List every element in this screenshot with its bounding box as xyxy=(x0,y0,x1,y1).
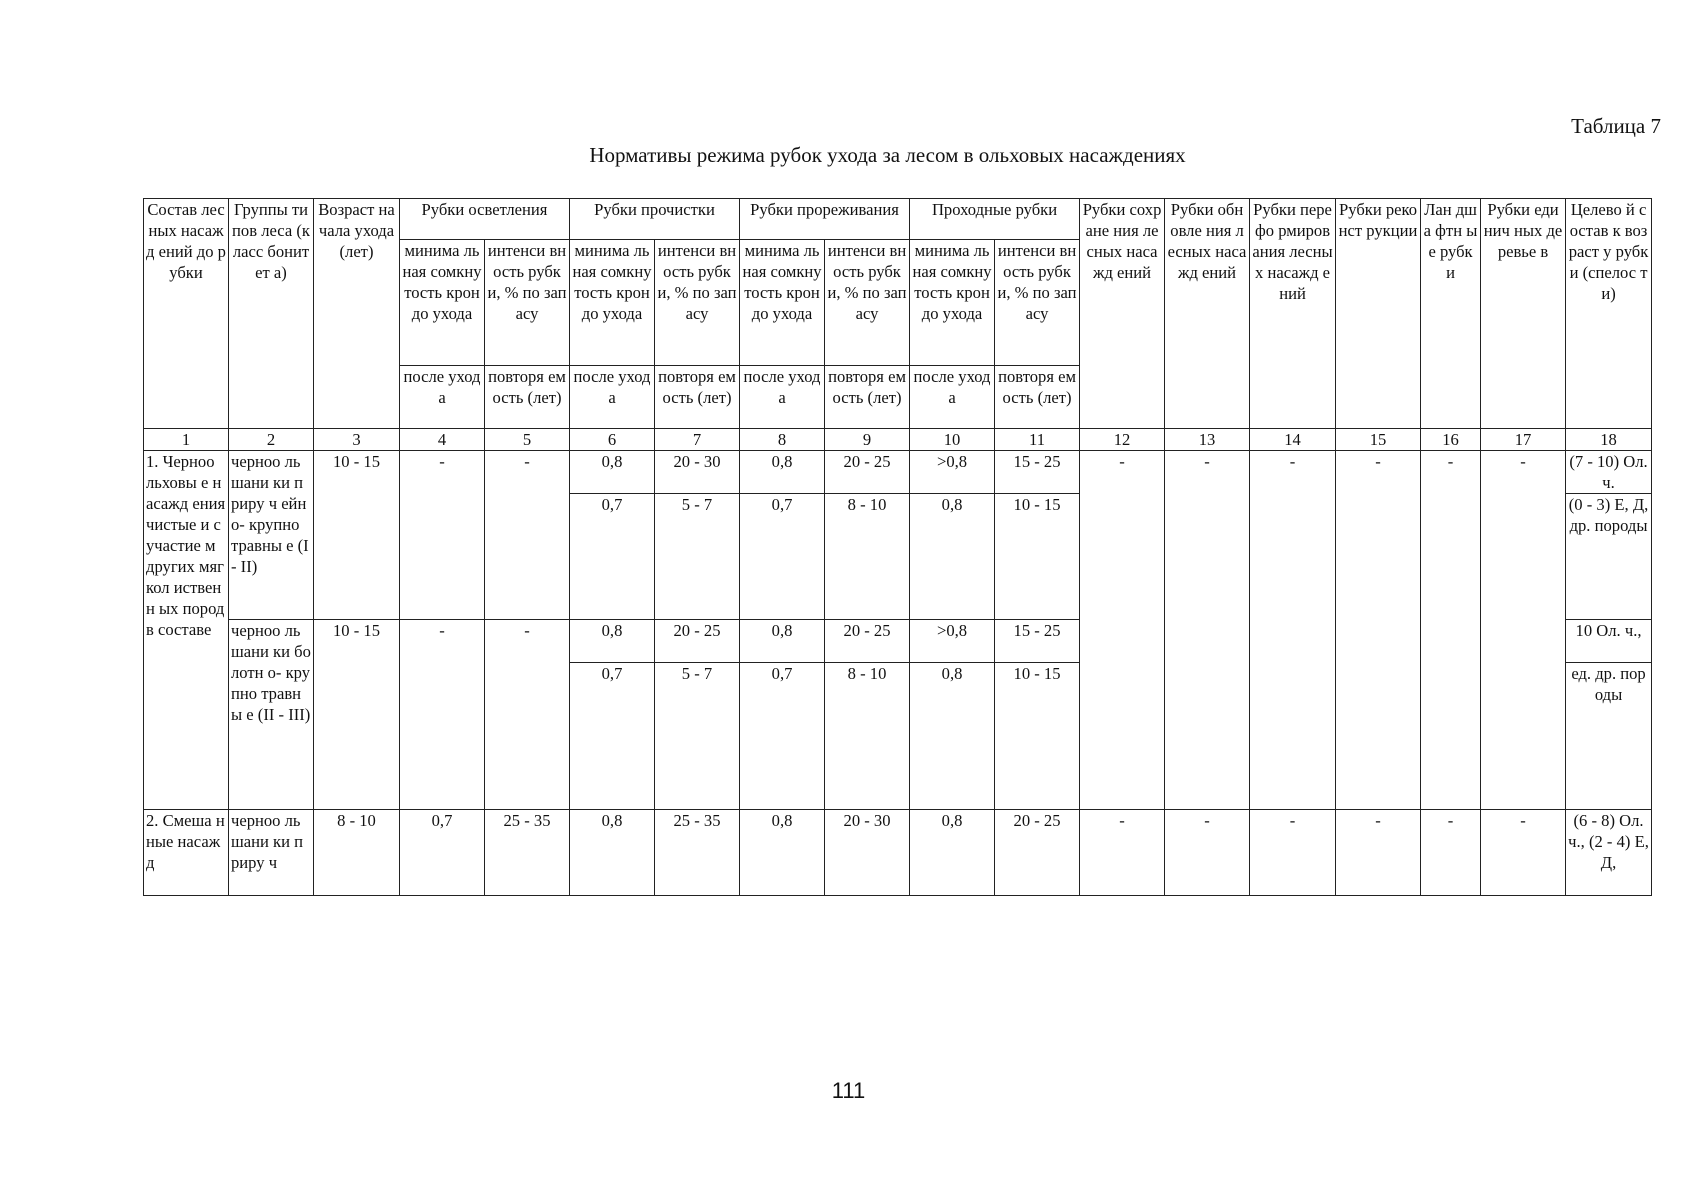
column-number: 15 xyxy=(1336,429,1421,451)
value-cell: 20 - 30 xyxy=(655,451,740,494)
value-cell: 20 - 25 xyxy=(655,620,740,663)
page-number: 111 xyxy=(831,1078,866,1103)
column-number-row xyxy=(144,429,1652,451)
header-min-density: минима льная сомкну тость крон до ухода xyxy=(400,240,485,366)
header-target-composition: Целево й состав к возраст у рубки (спелос ти) xyxy=(1566,199,1652,429)
value-cell: 0,7 xyxy=(740,494,825,620)
value-cell: - xyxy=(400,620,485,810)
header-after-care: после ухода xyxy=(740,366,825,429)
header-prorezhivanie: Рубки прореживания xyxy=(740,199,910,240)
value-cell: 20 - 25 xyxy=(825,451,910,494)
value-cell: 0,7 xyxy=(570,663,655,810)
forest-type-cell: черноо льшани ки приру ч xyxy=(229,810,314,896)
header-landshaftnye: Лан дша фтн ые рубк и xyxy=(1421,199,1481,429)
header-repeat-years: повторя емость (лет) xyxy=(825,366,910,429)
header-composition: Состав лесных насажд ений до рубки xyxy=(144,199,229,429)
header-pereformirovanie: Рубки перефо рмиров ания лесных насажд ений xyxy=(1250,199,1336,429)
header-sokhranenie: Рубки сохране ния лесных насажд ений xyxy=(1080,199,1165,429)
value-cell: - xyxy=(1080,451,1165,810)
header-osvetlenie: Рубки осветления xyxy=(400,199,570,240)
value-cell: 0,8 xyxy=(570,810,655,896)
header-prochistka: Рубки прочистки xyxy=(570,199,740,240)
header-repeat-years: повторя емость (лет) xyxy=(485,366,570,429)
value-cell: 0,8 xyxy=(740,620,825,663)
table-row xyxy=(144,451,1652,494)
value-cell: - xyxy=(1421,451,1481,810)
age-cell: 10 - 15 xyxy=(314,451,400,620)
column-number: 9 xyxy=(825,429,910,451)
target-cell: (0 - 3) Е, Д, др. породы xyxy=(1566,494,1652,620)
column-number: 18 xyxy=(1566,429,1652,451)
value-cell: 0,7 xyxy=(570,494,655,620)
value-cell: 8 - 10 xyxy=(825,494,910,620)
value-cell: - xyxy=(1165,810,1250,896)
value-cell: 0,8 xyxy=(910,810,995,896)
column-number: 10 xyxy=(910,429,995,451)
value-cell: - xyxy=(485,620,570,810)
target-cell: 10 Ол. ч., xyxy=(1566,620,1652,663)
value-cell: 15 - 25 xyxy=(995,620,1080,663)
header-min-density: минима льная сомкну тость крон до ухода xyxy=(910,240,995,366)
value-cell: - xyxy=(1481,810,1566,896)
value-cell: 0,8 xyxy=(910,663,995,810)
value-cell: - xyxy=(1165,451,1250,810)
value-cell: 0,8 xyxy=(570,620,655,663)
value-cell: - xyxy=(1421,810,1481,896)
value-cell: >0,8 xyxy=(910,451,995,494)
forest-type-cell: черноо льшани ки болотн о- крупно травны е (II - III) xyxy=(229,620,314,810)
column-number: 2 xyxy=(229,429,314,451)
header-obnovlenie: Рубки обновле ния лесных насажд ений xyxy=(1165,199,1250,429)
value-cell: - xyxy=(1336,810,1421,896)
target-cell: (7 - 10) Ол. ч. xyxy=(1566,451,1652,494)
value-cell: 20 - 25 xyxy=(995,810,1080,896)
column-number: 12 xyxy=(1080,429,1165,451)
value-cell: 0,7 xyxy=(400,810,485,896)
header-prohodnye: Проходные рубки xyxy=(910,199,1080,240)
header-edinichnye: Рубки единич ных деревье в xyxy=(1481,199,1566,429)
value-cell: - xyxy=(1250,451,1336,810)
column-number: 13 xyxy=(1165,429,1250,451)
header-after-care: после ухода xyxy=(400,366,485,429)
column-number: 1 xyxy=(144,429,229,451)
column-number: 8 xyxy=(740,429,825,451)
header-rekonstrukciya: Рубки реконст рукции xyxy=(1336,199,1421,429)
composition-cell: 1. Черноо льховы е насажд ения чистые и с участие м других мягкол иственн ых пород в составе xyxy=(144,451,229,810)
header-start-age: Возраст начала ухода (лет) xyxy=(314,199,400,429)
value-cell: 20 - 30 xyxy=(825,810,910,896)
header-after-care: после ухода xyxy=(910,366,995,429)
header-min-density: минима льная сомкну тость крон до ухода xyxy=(570,240,655,366)
value-cell: 0,8 xyxy=(570,451,655,494)
composition-cell: 2. Смеша нные насажд xyxy=(144,810,229,896)
header-repeat-years: повторя емость (лет) xyxy=(995,366,1080,429)
value-cell: 0,7 xyxy=(740,663,825,810)
value-cell: 5 - 7 xyxy=(655,494,740,620)
header-repeat-years: повторя емость (лет) xyxy=(655,366,740,429)
header-row-1 xyxy=(144,199,1652,240)
value-cell: - xyxy=(1481,451,1566,810)
value-cell: - xyxy=(1080,810,1165,896)
column-number: 14 xyxy=(1250,429,1336,451)
header-min-density: минима льная сомкну тость крон до ухода xyxy=(740,240,825,366)
age-cell: 8 - 10 xyxy=(314,810,400,896)
column-number: 3 xyxy=(314,429,400,451)
table-row xyxy=(144,810,1652,896)
column-number: 16 xyxy=(1421,429,1481,451)
value-cell: 10 - 15 xyxy=(995,663,1080,810)
value-cell: - xyxy=(1336,451,1421,810)
column-number: 5 xyxy=(485,429,570,451)
header-forest-type: Группы типов леса (класс бонитет а) xyxy=(229,199,314,429)
header-after-care: после ухода xyxy=(570,366,655,429)
value-cell: - xyxy=(400,451,485,620)
column-number: 7 xyxy=(655,429,740,451)
value-cell: - xyxy=(485,451,570,620)
value-cell: 25 - 35 xyxy=(485,810,570,896)
column-number: 4 xyxy=(400,429,485,451)
forest-type-cell: черноо льшани ки приру ч ейно- крупно травны е (I - II) xyxy=(229,451,314,620)
header-intensity: интенси вность рубки, % по запасу xyxy=(485,240,570,366)
header-intensity: интенси вность рубки, % по запасу xyxy=(655,240,740,366)
value-cell: 5 - 7 xyxy=(655,663,740,810)
value-cell: 15 - 25 xyxy=(995,451,1080,494)
age-cell: 10 - 15 xyxy=(314,620,400,810)
column-number: 6 xyxy=(570,429,655,451)
column-number: 17 xyxy=(1481,429,1566,451)
target-cell: (6 - 8) Ол. ч., (2 - 4) Е, Д, xyxy=(1566,810,1652,896)
value-cell: >0,8 xyxy=(910,620,995,663)
value-cell: 0,8 xyxy=(740,810,825,896)
document-title: Нормативы режима рубок ухода за лесом в ольховых насаждениях xyxy=(589,143,1186,167)
header-intensity: интенси вность рубки, % по запасу xyxy=(995,240,1080,366)
value-cell: 10 - 15 xyxy=(995,494,1080,620)
value-cell: 25 - 35 xyxy=(655,810,740,896)
norms-table xyxy=(143,198,1652,896)
target-cell: ед. др. породы xyxy=(1566,663,1652,810)
value-cell: - xyxy=(1250,810,1336,896)
header-intensity: интенси вность рубки, % по запасу xyxy=(825,240,910,366)
value-cell: 8 - 10 xyxy=(825,663,910,810)
value-cell: 20 - 25 xyxy=(825,620,910,663)
table-label: Таблица 7 xyxy=(1571,114,1661,138)
column-number: 11 xyxy=(995,429,1080,451)
value-cell: 0,8 xyxy=(740,451,825,494)
value-cell: 0,8 xyxy=(910,494,995,620)
